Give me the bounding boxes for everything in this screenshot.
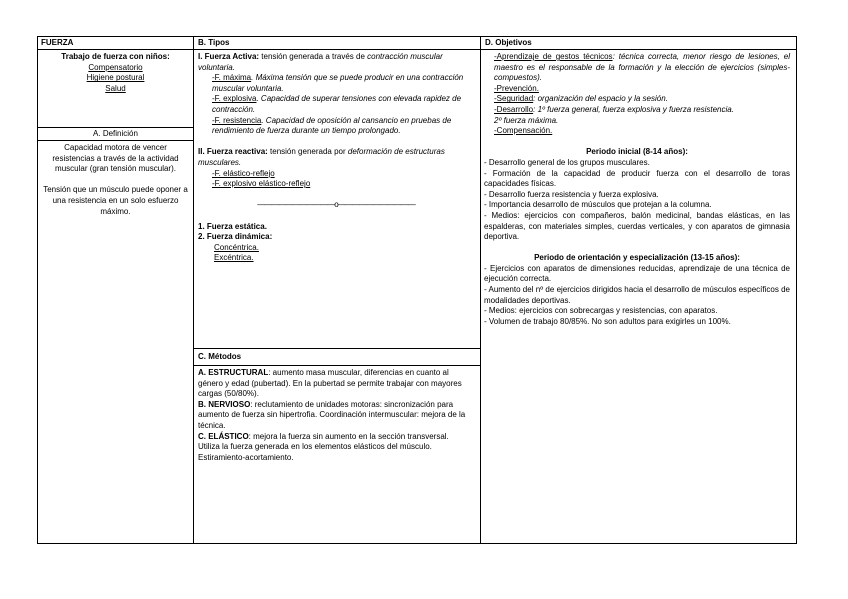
nervioso-text: : reclutamiento de unidades motoras: sincronización para aumento de fuerza sin hipertrofia. Coordinación intermuscular: mejora de la técnica. — [198, 399, 466, 430]
metodo-elastico — [198, 432, 470, 464]
tipos-header: B. Tipos — [198, 38, 230, 47]
periodo-orientacion-item: - Medios: ejercicios con sobrecargas y resistencias, con aparatos. — [484, 306, 718, 316]
fuerza-maxima-label: -F. máxima — [212, 73, 252, 83]
fuerza-estatica: 1. Fuerza estática. — [198, 221, 267, 231]
definicion-header: A. Definición — [93, 129, 138, 138]
fuerza-table — [37, 36, 797, 544]
metodos-header: C. Métodos — [198, 352, 242, 361]
metodo-nervioso — [198, 400, 470, 432]
periodo-inicial-item: - Importancia desarrollo de músculos que protejan a la columna. — [484, 200, 712, 210]
column-divider-1 — [193, 36, 194, 544]
concentrica: Concéntrica. — [214, 242, 259, 252]
periodo-orientacion-item: - Ejercicios con aparatos de dimensiones reducidas, aprendizaje de una técnica de ejecución correcta. — [484, 263, 790, 284]
aprendizaje-label: -Aprendizaje de gestos técnicos — [494, 52, 613, 61]
objetivo-seguridad — [484, 94, 790, 105]
periodo-inicial-title: Periodo inicial (8-14 años): — [586, 147, 688, 157]
periodo-orientacion-item: - Volumen de trabajo 80/85%. No son adultos para exigirles un 100%. — [484, 316, 731, 326]
definicion-text-2: Tensión que un músculo puede oponer a una resistencia en un solo esfuerzo máximo. — [43, 185, 188, 216]
seguridad-label: -Seguridad — [494, 94, 534, 104]
trabajo-title: Trabajo de fuerza con niños: — [61, 52, 170, 61]
fuerza-reactiva-text: tensión generada por — [267, 147, 348, 157]
fuerza-explosiva-text: . Capacidad de superar tensiones con elevada rapidez de contracción. — [212, 94, 462, 114]
fuerza-resistencia — [198, 116, 474, 137]
fuerza-activa-text: tensión generada a través de — [259, 52, 368, 61]
definicion-top-border — [37, 127, 194, 128]
objetivos-block — [484, 52, 790, 327]
periodo-inicial-item: - Formación de la capacidad de producir fuerza con el desarrollo de toras capacidades físicas. — [484, 168, 790, 189]
objetivos-header: D. Objetivos — [485, 38, 532, 47]
fuerza-header: FUERZA — [41, 38, 74, 47]
table-right-border — [796, 36, 797, 544]
periodo-inicial-item: - Desarrollo fuerza resistencia y fuerza explosiva. — [484, 189, 659, 199]
aprendizaje-text: : técnica correcta, menor riesgo de lesiones, el maestro es el responsable de la formación y la elección de ejercicios (simples-compuestos). — [494, 52, 790, 83]
objetivo-desarrollo — [484, 105, 790, 116]
objetivo-aprendizaje — [484, 52, 790, 84]
tipos-block — [198, 52, 474, 264]
desarrollo-text: : 1º fuerza general, fuerza explosiva y fuerza resistencia. — [533, 104, 734, 114]
seguridad-text: : organización del espacio y la sesión. — [533, 94, 668, 104]
fuerza-resistencia-text: . Capacidad de oposición al cansancio en pruebas de rendimiento de fuerza durante un tiempo prolongado. — [212, 115, 452, 136]
fuerza-activa-text-italic: contracción muscular voluntaria. — [198, 52, 443, 72]
fuerza-activa — [198, 52, 474, 73]
trabajo-item: Compensatorio — [88, 62, 143, 72]
definicion-block — [43, 143, 188, 217]
fuerza-explosiva-label: -F. explosiva — [212, 94, 257, 104]
estructural-text: : aumento masa muscular, diferencias en cuanto al género y edad (pubertad). En la pubertad se permite trabajar con mayores cargas (50/80%). — [198, 368, 462, 399]
desarrollo-label: -Desarrollo — [494, 104, 534, 114]
metodos-top-border — [193, 348, 481, 349]
column-divider-2 — [480, 36, 481, 544]
explosivo-elastico-reflejo: -F. explosivo elástico-reflejo — [212, 179, 311, 189]
elastico-label: C. ELÁSTICO — [198, 431, 249, 441]
periodo-inicial-item: - Medios: ejercicios con compañeros, balón medicinal, bandas elásticas, en las espalderas, con materiales simples, cuerdas verticales, y con aparatos de gimnasia deportiva. — [484, 210, 790, 242]
periodo-inicial-item: - Desarrollo general de los grupos musculares. — [484, 157, 650, 167]
fuerza-activa-label: I. Fuerza Activa: — [198, 52, 260, 61]
metodos-block — [198, 368, 470, 463]
fuerza-dinamica: 2. Fuerza dinámica: — [198, 232, 273, 242]
nervioso-label: B. NERVIOSO — [198, 399, 251, 409]
trabajo-block — [39, 52, 192, 94]
periodo-orientacion-title: Periodo de orientación y especialización (13-15 años): — [534, 253, 740, 263]
fuerza-reactiva — [198, 147, 474, 168]
header-row-border — [37, 49, 797, 50]
metodo-estructural — [198, 368, 470, 400]
table-bottom-border — [37, 543, 797, 544]
objetivo-compensacion: -Compensación. — [494, 126, 553, 136]
periodo-orientacion-item: - Aumento del nº de ejercicios dirigidos hacia el desarrollo de músculos específicos de modalidades deportivas. — [484, 285, 790, 305]
fuerza-reactiva-label: II. Fuerza reactiva: — [198, 147, 268, 157]
fuerza-maxima — [198, 73, 474, 94]
table-left-border — [37, 36, 38, 544]
fuerza-resistencia-label: -F. resistencia — [212, 115, 262, 125]
fuerza-reactiva-text-italic: deformación de estructuras musculares. — [198, 147, 445, 167]
objetivo-prevencion: -Prevención. — [494, 83, 539, 93]
trabajo-item: Higiene postural — [86, 73, 145, 83]
table-top-border — [37, 36, 797, 37]
estructural-label: A. ESTRUCTURAL — [198, 368, 269, 377]
elastico-text: : mejora la fuerza sin aumento en la sección transversal. Utiliza la fuerza generada en los elementos elásticos del músculo. Estiramiento-acortamiento. — [198, 431, 449, 462]
definicion-bottom-border — [37, 140, 194, 141]
fuerza-maxima-text: . Máxima tensión que se puede producir en una contracción muscular voluntaria. — [212, 73, 464, 93]
elastico-reflejo: -F. elástico-reflejo — [212, 168, 275, 178]
definicion-text-1: Capacidad motora de vencer resistencias a través de la actividad muscular (gran tensión muscular). — [52, 143, 179, 174]
metodos-bottom-border — [193, 365, 481, 366]
trabajo-item: Salud — [105, 83, 126, 93]
separator-line: ———————————o——————————— — [257, 200, 415, 210]
objetivo-fuerza-maxima: 2º fuerza máxima. — [494, 115, 559, 125]
excentrica: Excéntrica. — [214, 253, 254, 263]
fuerza-explosiva — [198, 94, 474, 115]
